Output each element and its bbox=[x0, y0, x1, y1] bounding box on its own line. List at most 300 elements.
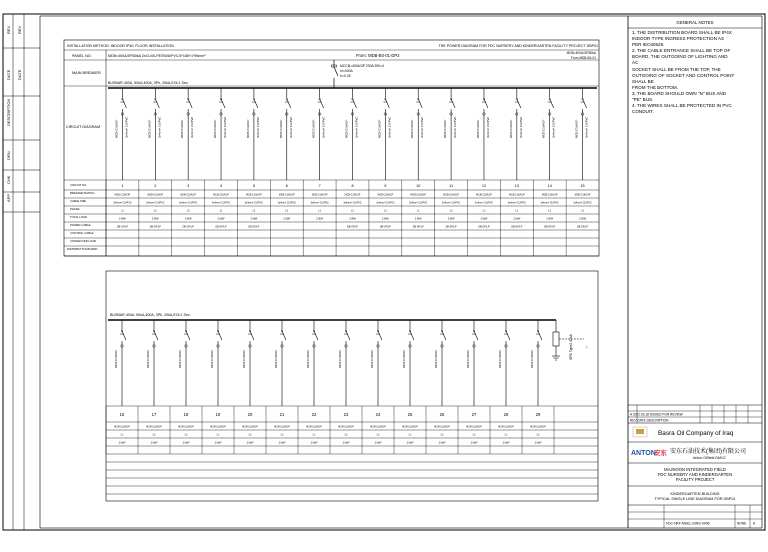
circuit-no: 15 bbox=[580, 184, 585, 188]
circuit-no: 7 bbox=[318, 184, 321, 188]
cable-size: 3x4mm² CU/PVC bbox=[146, 201, 165, 205]
note-line: "PE" BUS. bbox=[632, 97, 654, 103]
distribution-board: DB-GF/LP bbox=[346, 225, 359, 229]
breaker-rating: MCB-C16A/1P bbox=[508, 193, 525, 197]
surge-protection-device bbox=[552, 320, 588, 360]
circuit-no: 19 bbox=[215, 412, 221, 417]
phase: L1 bbox=[219, 209, 223, 213]
cable-size: 3x4mm² CU/PVC bbox=[507, 201, 527, 205]
branch-label: MCB-C16A/1P bbox=[278, 119, 283, 138]
revision-row-header: REV DATE DESCRIPTION bbox=[630, 418, 669, 423]
branch-label: MCB-C16A/1P bbox=[466, 349, 470, 368]
breaker-blade bbox=[550, 99, 554, 108]
circuit-no: 20 bbox=[247, 412, 253, 417]
total-load: 2.0kW bbox=[118, 441, 126, 445]
breaker-rating: MCB-C16A/1P bbox=[434, 425, 450, 429]
lower-busbar-label: BUSBAR 400A, 50kA,400A, 3Ph, 20kA,EOL1 Sec. bbox=[110, 313, 191, 317]
phase: L2 bbox=[344, 433, 348, 437]
branch-cable-label: 3x4mm² CU/PVC bbox=[387, 116, 392, 138]
total-load: 2.0kW bbox=[217, 217, 225, 221]
branch-cable-label: 3x4mm² CU/PVC bbox=[453, 116, 458, 138]
contractor-name-cn: 安东石油技术(集团)有限公司 bbox=[670, 449, 746, 455]
circuit-no: 5 bbox=[252, 184, 255, 188]
breaker-rating: MCB-C16A/1P bbox=[147, 193, 164, 197]
breaker-rating: MCB-C16A/1P bbox=[210, 425, 226, 429]
distribution-board: DB-GF/LP bbox=[544, 225, 556, 229]
total-load: 2.0kW bbox=[278, 441, 286, 445]
row-label-connected-load: CONNECTED LOAD bbox=[70, 239, 97, 243]
total-load: 2.0kW bbox=[310, 441, 318, 445]
breaker-rating: MCB-C16A/1P bbox=[370, 425, 386, 429]
project-name-3: FACILITY PROJECT bbox=[675, 477, 715, 482]
circuit-no: 24 bbox=[375, 412, 381, 417]
breaker-blade bbox=[583, 99, 587, 108]
note-line: 4. THE WIRES SHALL BE PROTECTED IN PVC bbox=[632, 103, 732, 109]
total-load: 2.0kW bbox=[184, 217, 192, 221]
phase: L2 bbox=[449, 209, 453, 213]
circuit-no: 9 bbox=[384, 184, 387, 188]
total-load: 2.0kW bbox=[447, 217, 455, 221]
distribution-board: DB-GF/LP bbox=[149, 225, 161, 229]
total-load: 2.0kW bbox=[150, 441, 158, 445]
distribution-board: DB-GF/LP bbox=[379, 225, 391, 229]
branch-label: MCB-C16A/1P bbox=[541, 119, 546, 138]
phase: L3 bbox=[376, 433, 380, 437]
branch-circuit-22 bbox=[312, 320, 318, 406]
circuit-no: 12 bbox=[481, 184, 487, 188]
total-load: 2.0kW bbox=[513, 217, 521, 221]
distribution-board: DB-GF/LP bbox=[116, 225, 128, 229]
circuit-no: 13 bbox=[514, 184, 519, 188]
branch-label: MCB-C16A/1P bbox=[475, 119, 480, 138]
circuit-no: 25 bbox=[407, 412, 413, 417]
total-load: 2.0kW bbox=[250, 217, 258, 221]
cable-size: 3x4mm² CU/PVC bbox=[474, 201, 494, 205]
total-load: 2.0kW bbox=[534, 441, 542, 445]
breaker-rating: MCB-C16A/1P bbox=[530, 425, 546, 429]
circuit-no: 1 bbox=[121, 184, 124, 188]
phase: L3 bbox=[285, 209, 289, 213]
note-line: INDOOR TYPE INGRESS PROTECTION AS bbox=[632, 36, 725, 42]
ground-symbol-text: ⏚ bbox=[585, 345, 589, 349]
breaker-blade bbox=[250, 331, 254, 340]
busbar-label: BUSBAR 400A, 50kA,400A, 3Ph, 20kA,EOL1 Sec. bbox=[108, 81, 189, 85]
breaker-blade bbox=[218, 331, 222, 340]
breaker-rating: MCB-C16A/1P bbox=[377, 193, 394, 197]
phase: L1 bbox=[120, 433, 124, 437]
branch-circuit-24 bbox=[376, 320, 382, 406]
branch-label: MCB-C16A/1P bbox=[574, 119, 579, 138]
scale-value: NONE bbox=[737, 521, 747, 526]
total-load: 2.0kW bbox=[502, 441, 510, 445]
circuit-no: 8 bbox=[351, 184, 354, 188]
branch-circuit-23 bbox=[344, 320, 350, 406]
branch-circuit-20 bbox=[248, 320, 254, 406]
strip-label-date-2: DATE bbox=[17, 69, 22, 80]
project-name-2: FDC NURSERY AND KINDERGARTEN bbox=[657, 472, 733, 477]
branch-label: MCB-C16A/1P bbox=[213, 119, 218, 138]
phase: L1 bbox=[121, 209, 124, 213]
panel-spec: MDB=400A/3P/50kA 2xCU/XLPE/SWA/PVC/4*185+1*95mm² bbox=[108, 54, 206, 58]
total-load: 2.0kW bbox=[374, 441, 382, 445]
branch-label: MCB-C16A/1P bbox=[344, 119, 349, 138]
from-source: From: MDB-B0-01-DP2 bbox=[356, 53, 400, 58]
strip-label-rev-2: REV bbox=[17, 25, 22, 34]
branch-label: MCB-C16A/1P bbox=[530, 349, 534, 368]
phase: L1 bbox=[504, 433, 508, 437]
circuit-no: 10 bbox=[416, 184, 421, 188]
strip-label-chk: CHK bbox=[6, 175, 11, 184]
cable-size: 3x4mm² CU/PVC bbox=[310, 201, 329, 205]
phase: L3 bbox=[472, 433, 476, 437]
note-line: FROM THE BOTTOM. bbox=[632, 84, 679, 90]
circuit-no: 29 bbox=[535, 412, 541, 417]
branch-label: MCB-C16A/1P bbox=[434, 349, 438, 368]
total-load: 2.0kW bbox=[349, 217, 356, 221]
total-load: 2.0kW bbox=[316, 217, 324, 221]
breaker-blade bbox=[254, 99, 258, 108]
phase: L3 bbox=[280, 433, 284, 437]
branch-cable-label: 3x4mm² CU/PVC bbox=[288, 116, 293, 138]
breaker-blade bbox=[506, 331, 510, 340]
breaker-blade bbox=[410, 331, 414, 340]
phase: L1 bbox=[408, 433, 412, 437]
row-label-circuit-no: CIRCUIT NO. bbox=[70, 183, 88, 187]
note-line: SOCKET SHALL BE FROM THE TOP, THE bbox=[632, 66, 721, 72]
total-load: 2.0kW bbox=[546, 217, 554, 221]
row-label-power-cable: POWER CABLE bbox=[70, 223, 91, 227]
notes-title: GENERAL NOTES bbox=[676, 20, 714, 25]
branch-cable-label: 3x4mm² CU/PVC bbox=[420, 116, 425, 138]
breaker-blade bbox=[442, 331, 446, 340]
breaker-rating: MCB-C16A/1P bbox=[498, 425, 514, 429]
breaker-rating: MCB-C16A/1P bbox=[180, 193, 197, 197]
breaker-blade bbox=[346, 331, 350, 340]
circuit-no: 16 bbox=[119, 412, 125, 417]
circuit-no: 4 bbox=[219, 184, 223, 188]
breaker-rating: MCB-C16A/1P bbox=[278, 193, 295, 197]
branch-cable-label: 3x4mm² CU/PVC bbox=[584, 116, 589, 138]
phase: L2 bbox=[548, 209, 552, 213]
breaker-rating: MCB-C16A/1P bbox=[114, 193, 131, 197]
circuit-no: 21 bbox=[279, 412, 285, 417]
note-line: BOARD, THE OUTGOING OF LIGHTING AND bbox=[632, 54, 728, 60]
breaker-rating: MCB-C16A/1P bbox=[242, 425, 258, 429]
breaker-rating: MCB-C16A/1P bbox=[246, 193, 262, 197]
general-notes bbox=[632, 30, 760, 115]
breaker-rating: MCB-C16A/1P bbox=[306, 425, 322, 429]
note-line: 2. THE CABLE ENTRANCE SHALL BE TOP OF bbox=[632, 48, 731, 54]
branch-label: MCB-C16A/1P bbox=[377, 119, 382, 138]
phase: L1 bbox=[515, 209, 519, 213]
branch-label: MCB-C16A/1P bbox=[508, 119, 513, 138]
main-breaker-label: MAIN BREAKER bbox=[72, 71, 101, 75]
branch-cable-label: 3x4mm² CU/PVC bbox=[124, 116, 129, 138]
branch-circuit-17 bbox=[152, 320, 158, 406]
cable-size: 3x4mm² CU/PVC bbox=[277, 201, 296, 205]
branch-label: MCB-C16A/1P bbox=[114, 349, 118, 368]
breaker-blade bbox=[474, 331, 478, 340]
branch-label: MCB-C16A/1P bbox=[242, 349, 246, 368]
breaker-blade bbox=[538, 331, 542, 340]
branch-label: MCB-C16A/1P bbox=[274, 349, 278, 368]
breaker-rating: MCB-C16A/1P bbox=[178, 425, 194, 429]
contractor-logo bbox=[631, 448, 667, 457]
distribution-board: DB-GF/LP bbox=[248, 225, 260, 229]
breaker-blade bbox=[287, 99, 291, 108]
revision-table bbox=[628, 405, 762, 423]
breaker-rating: MCB-C16A/1P bbox=[338, 425, 354, 429]
installation-method: INSTALLATION METHOD: INDOOR IP40, FLOOR INSTALLATION bbox=[67, 44, 174, 48]
lower-diagram-border bbox=[106, 271, 598, 501]
total-load: 2.0kW bbox=[151, 217, 159, 221]
distribution-board: DB-GF/LP bbox=[511, 225, 523, 229]
branch-label: MCB-C16A/1P bbox=[338, 349, 342, 368]
breaker-rating: MCB-C16A/1P bbox=[344, 193, 361, 197]
breaker-blade bbox=[186, 331, 190, 340]
project-name-1: MAJNOON INTEGRATED FIELD bbox=[664, 467, 726, 472]
total-load: 2.0kW bbox=[119, 217, 126, 221]
total-load: 2.0kW bbox=[283, 217, 291, 221]
branch-cable-label: 3x4mm² CU/PVC bbox=[157, 116, 162, 138]
breaker-blade bbox=[353, 99, 357, 108]
cable-size: 3x4mm² CU/PVC bbox=[540, 201, 559, 205]
phase: L3 bbox=[482, 209, 486, 213]
row-label-breaker-rating: BREAKER RATING bbox=[70, 191, 95, 195]
branch-circuit-19 bbox=[216, 320, 222, 406]
phase: L2 bbox=[440, 433, 444, 437]
breaker-blade bbox=[385, 99, 389, 108]
breaker-rating: MCB-C16A/1P bbox=[311, 193, 328, 197]
breaker-rating: MCB-C16A/1P bbox=[213, 193, 229, 197]
drawing-title-1: KINDERGARTEN BUILDING bbox=[670, 492, 720, 496]
circuit-diagram-label: CIRCUIT DIAGRAM bbox=[66, 125, 101, 129]
client-logo bbox=[633, 427, 647, 437]
branch-cable-label: 3x4mm² CU/PVC bbox=[190, 116, 195, 138]
phase: L1 bbox=[318, 209, 321, 213]
breaker-rating: MCB-C16A/1P bbox=[574, 193, 591, 197]
branch-label: MCB-C16A/1P bbox=[147, 119, 152, 138]
branch-label: MCB-C16A/1P bbox=[306, 349, 310, 368]
breaker-blade bbox=[378, 331, 382, 340]
breaker-blade bbox=[122, 99, 126, 108]
cable-size: 3x4mm² CU/PVC bbox=[573, 201, 592, 205]
contractor-brand: ANTON bbox=[631, 450, 656, 457]
branch-circuit-16 bbox=[120, 320, 126, 406]
total-load: 2.0kW bbox=[214, 441, 222, 445]
branch-label: MCB-C16A/1P bbox=[114, 119, 119, 138]
contractor-name-en: Anton Oilfield DMCC bbox=[693, 456, 727, 460]
cable-size: 3x4mm² CU/PVC bbox=[376, 201, 395, 205]
circuit-no: 18 bbox=[183, 412, 189, 417]
breaker-blade bbox=[418, 99, 422, 108]
branch-circuit-26 bbox=[440, 320, 446, 406]
breaker-rating: MCB-C16A/1P bbox=[410, 193, 427, 197]
phase: L2 bbox=[152, 433, 156, 437]
row-label-phase: PHASE bbox=[70, 207, 80, 211]
circuit-no: 11 bbox=[449, 184, 454, 188]
breaker-rating: MCB-C16A/1P bbox=[274, 425, 290, 429]
lower-diagram bbox=[106, 271, 598, 501]
circuit-no: 28 bbox=[503, 412, 509, 417]
circuit-no: 26 bbox=[439, 412, 445, 417]
total-load: 2.0kW bbox=[579, 217, 586, 221]
branch-label: MCB-C16A/1P bbox=[146, 349, 150, 368]
breaker-spec-2: In=400A bbox=[340, 69, 353, 73]
branch-label: MCB-C16A/1P bbox=[402, 349, 406, 368]
branch-label: MCB-C16A/1P bbox=[498, 349, 502, 368]
note-line: 1. THE DISTRIBUTION BOARD SHALL BE IP4X bbox=[632, 30, 732, 35]
right-ref-2: From MDB-B0-01 bbox=[571, 56, 596, 60]
circuit-no: 3 bbox=[187, 184, 190, 188]
breaker-spec-3: Ir=0.25 bbox=[340, 74, 351, 78]
total-load: 2.0kW bbox=[414, 217, 422, 221]
distribution-board: DB-GF/LP bbox=[445, 225, 457, 229]
row-label-total-load: TOTAL LOAD bbox=[70, 215, 88, 219]
circuit-no: 2 bbox=[154, 184, 157, 188]
revision-row-1: A 2022.03.18 ISSUED FOR REVIEW bbox=[630, 412, 683, 417]
breaker-blade bbox=[122, 331, 126, 340]
strip-label-app: APP bbox=[6, 193, 11, 202]
circuit-no: 23 bbox=[343, 412, 349, 417]
breaker-rating: MCB-C16A/1P bbox=[541, 193, 558, 197]
breaker-rating: MCB-C16A/1P bbox=[146, 425, 162, 429]
branch-circuit-28 bbox=[504, 320, 510, 406]
circuit-no: 17 bbox=[151, 412, 157, 417]
note-line: CONDUIT. bbox=[632, 109, 654, 115]
circuit-no: 22 bbox=[311, 412, 317, 417]
right-ref-1: MDB=400A/3P/50kA bbox=[566, 51, 596, 55]
note-line: AC bbox=[632, 60, 639, 66]
distribution-board: DB-GF/LP bbox=[182, 225, 194, 229]
total-load: 2.0kW bbox=[381, 217, 389, 221]
breaker-blade bbox=[314, 331, 318, 340]
phase: L1 bbox=[312, 433, 316, 437]
branch-circuit-29 bbox=[536, 320, 542, 406]
distribution-board: DB-GF/LP bbox=[412, 225, 424, 229]
phase: L3 bbox=[384, 209, 387, 213]
branch-circuit-18 bbox=[184, 320, 190, 406]
total-load: 2.0kW bbox=[342, 441, 350, 445]
total-load: 2.0kW bbox=[438, 441, 446, 445]
branch-cable-label: 3x4mm² CU/PVC bbox=[551, 116, 556, 138]
phase: L1 bbox=[416, 209, 420, 213]
branch-label: MCB-C16A/1P bbox=[443, 119, 448, 138]
circuit-no: 6 bbox=[285, 184, 288, 188]
distribution-board: DB-GF/LP bbox=[215, 225, 227, 229]
strip-label-rev: REV bbox=[6, 25, 11, 34]
breaker-spec-1: MCCB=400A/3P 230A 3ΦI=4 bbox=[340, 64, 384, 68]
branch-cable-label: 3x4mm² CU/PVC bbox=[321, 116, 326, 138]
breaker-rating: MCB-C16A/1P bbox=[466, 425, 482, 429]
branch-cable-label: 3x4mm² CU/PVC bbox=[255, 116, 260, 138]
note-line: 3. THE BOARD SHOULD OWN "N" BUS AND bbox=[632, 90, 727, 96]
main-incomer-breaker bbox=[332, 60, 339, 88]
breaker-blade bbox=[154, 331, 158, 340]
revision-value: A bbox=[753, 521, 756, 526]
breaker-rating: MCB-C16A/1P bbox=[114, 425, 130, 429]
distribution-board: DB-GF/LP bbox=[577, 225, 589, 229]
branch-cable-label: 3x4mm² CU/PVC bbox=[223, 116, 228, 138]
breaker-blade bbox=[155, 99, 159, 108]
client-name: Basra Oil Company of Iraq bbox=[658, 430, 734, 437]
cable-size: 3x4mm² CU/PVC bbox=[244, 201, 264, 205]
breaker-rating: MCB-C16A/1P bbox=[443, 193, 459, 197]
revision-strip bbox=[3, 14, 40, 530]
phase: L2 bbox=[351, 209, 354, 213]
note-line: OUTGOING OF SOCKET AND CONTROL POINT bbox=[632, 72, 735, 78]
branch-label: MCB-C16A/1P bbox=[410, 119, 415, 138]
document-number: FDC-NKF-MUEL-DWG-0006 bbox=[666, 521, 710, 526]
upper-diagram-border bbox=[64, 40, 599, 256]
circuit-no: 27 bbox=[471, 412, 477, 417]
total-load: 2.0kW bbox=[406, 441, 414, 445]
breaker-blade bbox=[282, 331, 286, 340]
total-load: 2.0kW bbox=[182, 441, 190, 445]
strip-label-date: DATE bbox=[6, 69, 11, 80]
branch-label: MCB-C16A/1P bbox=[245, 119, 250, 138]
branch-cable-label: 3x4mm² CU/PVC bbox=[354, 116, 359, 138]
branch-label: MCB-C16A/1P bbox=[210, 349, 214, 368]
branch-label: MCB-C16A/1P bbox=[370, 349, 374, 368]
cable-size: 3x4mm² CU/PVC bbox=[113, 201, 132, 205]
branch-label: MCB-C16A/1P bbox=[180, 119, 185, 138]
panel-no-label: PANEL NO. bbox=[72, 54, 92, 58]
phase: L3 bbox=[186, 209, 190, 213]
circuit-no: 14 bbox=[547, 184, 552, 188]
project-title-line: THE POWER DIAGRAM FOR FDC NURSERY AND KINDERGARTEN FACILITY PROJECT DBP01 bbox=[438, 44, 598, 48]
distribution-board: DB-GF/LP bbox=[478, 225, 490, 229]
row-label-control-cable: CONTROL CABLE bbox=[70, 231, 94, 235]
cable-size: 3x4mm² CU/PVC bbox=[178, 201, 198, 205]
breaker-blade bbox=[188, 99, 192, 108]
breaker-blade bbox=[484, 99, 488, 108]
total-load: 2.0kW bbox=[470, 441, 478, 445]
branch-label: MCB-C16A/1P bbox=[178, 349, 182, 368]
cable-size: 3x4mm² CU/PVC bbox=[211, 201, 231, 205]
spd-label: SPD Type2 40kA bbox=[569, 334, 573, 360]
strip-label-description: DESCRIPTION bbox=[6, 98, 11, 126]
phase: L1 bbox=[216, 433, 220, 437]
upper-diagram bbox=[64, 40, 599, 256]
row-label-distribution-board: DISTRIBUTION BOARD bbox=[67, 247, 98, 251]
branch-label: MCB-C16A/1P bbox=[311, 119, 316, 138]
phase: L3 bbox=[184, 433, 188, 437]
note-line: SHALL BE bbox=[632, 78, 654, 84]
cable-size: 3x4mm² CU/PVC bbox=[343, 201, 362, 205]
contractor-brand-cn: 安东 bbox=[654, 450, 667, 457]
phase: L2 bbox=[248, 433, 252, 437]
branch-circuit-27 bbox=[472, 320, 478, 406]
row-label-cable-size: CABLE SIZE bbox=[70, 199, 87, 203]
branch-circuit-21 bbox=[280, 320, 286, 406]
breaker-blade bbox=[221, 99, 225, 108]
breaker-blade bbox=[517, 99, 521, 108]
phase: L2 bbox=[536, 433, 540, 437]
total-load: 2.0kW bbox=[246, 441, 254, 445]
cable-size: 3x4mm² CU/PVC bbox=[409, 201, 428, 205]
breaker-rating: MCB-C16A/1P bbox=[402, 425, 418, 429]
branch-circuit-25 bbox=[408, 320, 414, 406]
total-load: 2.0kW bbox=[480, 217, 488, 221]
breaker-rating: MCB-C16A/1P bbox=[476, 193, 492, 197]
phase: L3 bbox=[581, 209, 584, 213]
cable-size: 3x4mm² CU/PVC bbox=[441, 201, 461, 205]
breaker-blade bbox=[320, 99, 324, 108]
phase: L2 bbox=[252, 209, 256, 213]
drawing-title-2: TYPICAL SINGLE LINE DIAGRAM FOR DBP01 bbox=[654, 497, 736, 501]
branch-cable-label: 3x4mm² CU/PVC bbox=[485, 116, 490, 138]
